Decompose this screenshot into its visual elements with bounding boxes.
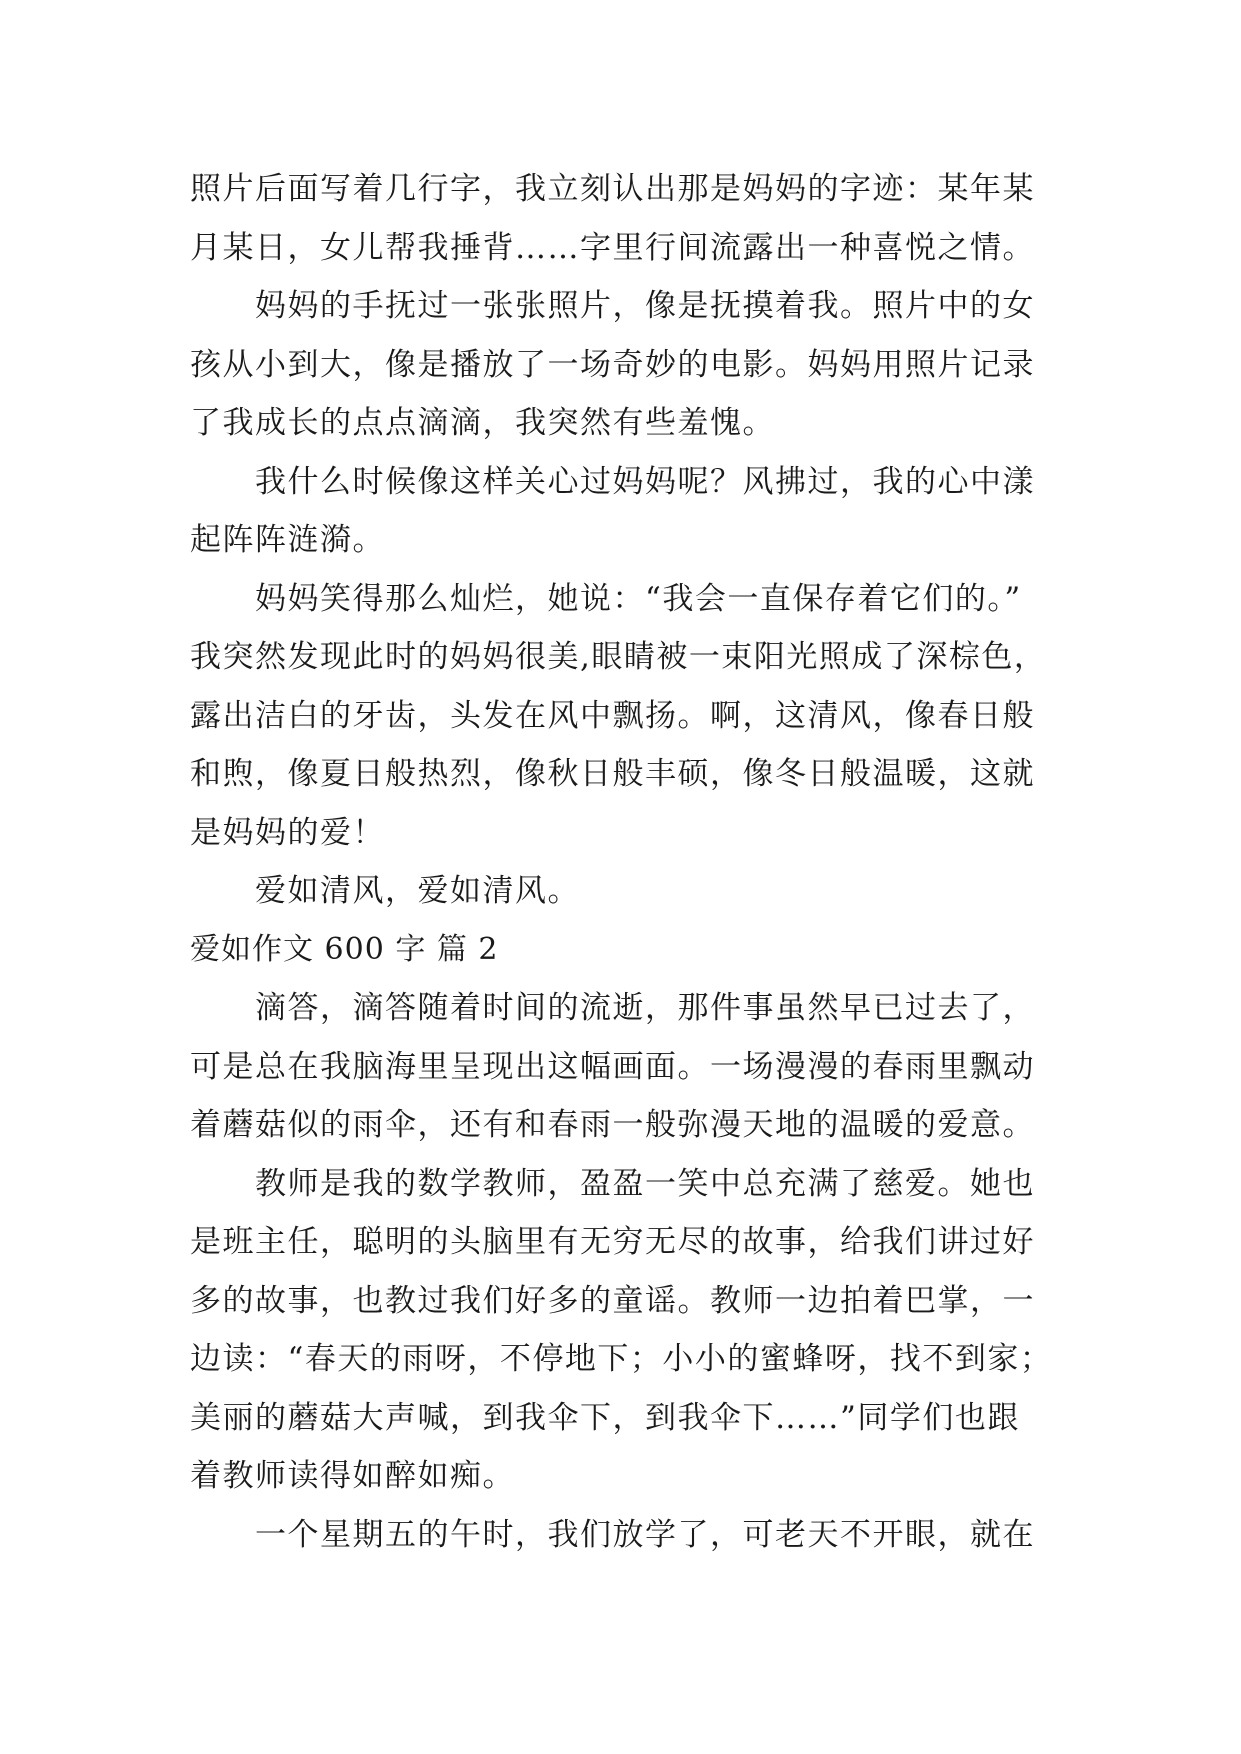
text-line: 着蘑菇似的雨伞，还有和春雨一般弥漫天地的温暖的爱意。 [190,1107,1035,1143]
text-line: 滴答，滴答随着时间的流逝，那件事虽然早已过去了， [255,990,1035,1026]
paragraph [190,453,1090,570]
text-line: 照片后面写着几行字，我立刻认出那是妈妈的字迹：某年某 [190,171,1035,207]
text-line: 起阵阵涟漪。 [190,522,385,558]
text-line: 月某日，女儿帮我捶背……字里行间流露出一种喜悦之情。 [190,229,1035,266]
text-line: 多的故事，也教过我们好多的童谣。教师一边拍着巴掌，一 [190,1282,1035,1319]
text-line: 是妈妈的爱！ [190,814,385,851]
document-body [190,160,1090,1564]
text-line: 美丽的蘑菇大声喊，到我伞下，到我伞下……”同学们也跟 [190,1399,1020,1436]
text-line: 妈妈笑得那么灿烂，她说：“我会一直保存着它们的。” [255,580,1022,617]
paragraph [190,1506,1090,1565]
text-line: 教师是我的数学教师，盈盈一笑中总充满了慈爱。她也 [255,1165,1035,1202]
text-line: 是班主任，聪明的头脑里有无穷无尽的故事，给我们讲过好 [190,1224,1035,1260]
text-line: 孩从小到大，像是播放了一场奇妙的电影。妈妈用照片记录 [190,346,1035,383]
text-line: 我什么时候像这样关心过妈妈呢？风拂过，我的心中漾 [255,463,1035,500]
text-line: 可是总在我脑海里呈现出这幅画面。一场漫漫的春雨里飘动 [190,1048,1035,1085]
text-line: 着教师读得如醉如痴。 [190,1458,515,1494]
paragraph [190,277,1090,453]
text-line: 我突然发现此时的妈妈很美,眼睛被一束阳光照成了深棕色， [190,639,1047,675]
paragraph [190,862,1090,921]
paragraph [190,570,1090,863]
text-line: 和煦，像夏日般热烈，像秋日般丰硕，像冬日般温暖，这就 [190,756,1035,792]
paragraph [190,160,1090,277]
text-line: 露出洁白的牙齿，头发在风中飘扬。啊，这清风，像春日般 [190,697,1035,734]
text-line: 妈妈的手抚过一张张照片，像是抚摸着我。照片中的女 [255,288,1035,324]
paragraph [190,979,1090,1155]
text-line: 爱如清风，爱如清风。 [255,873,580,909]
text-line: 了我成长的点点滴滴，我突然有些羞愧。 [190,405,775,441]
paragraph [190,1155,1090,1506]
text-line: 一个星期五的午时，我们放学了，可老天不开眼，就在 [255,1516,1035,1553]
text-line: 边读：“春天的雨呀，不停地下；小小的蜜蜂呀，找不到家； [190,1341,1053,1377]
section-heading: 爱如作文 600 字 篇 2 [190,931,499,967]
